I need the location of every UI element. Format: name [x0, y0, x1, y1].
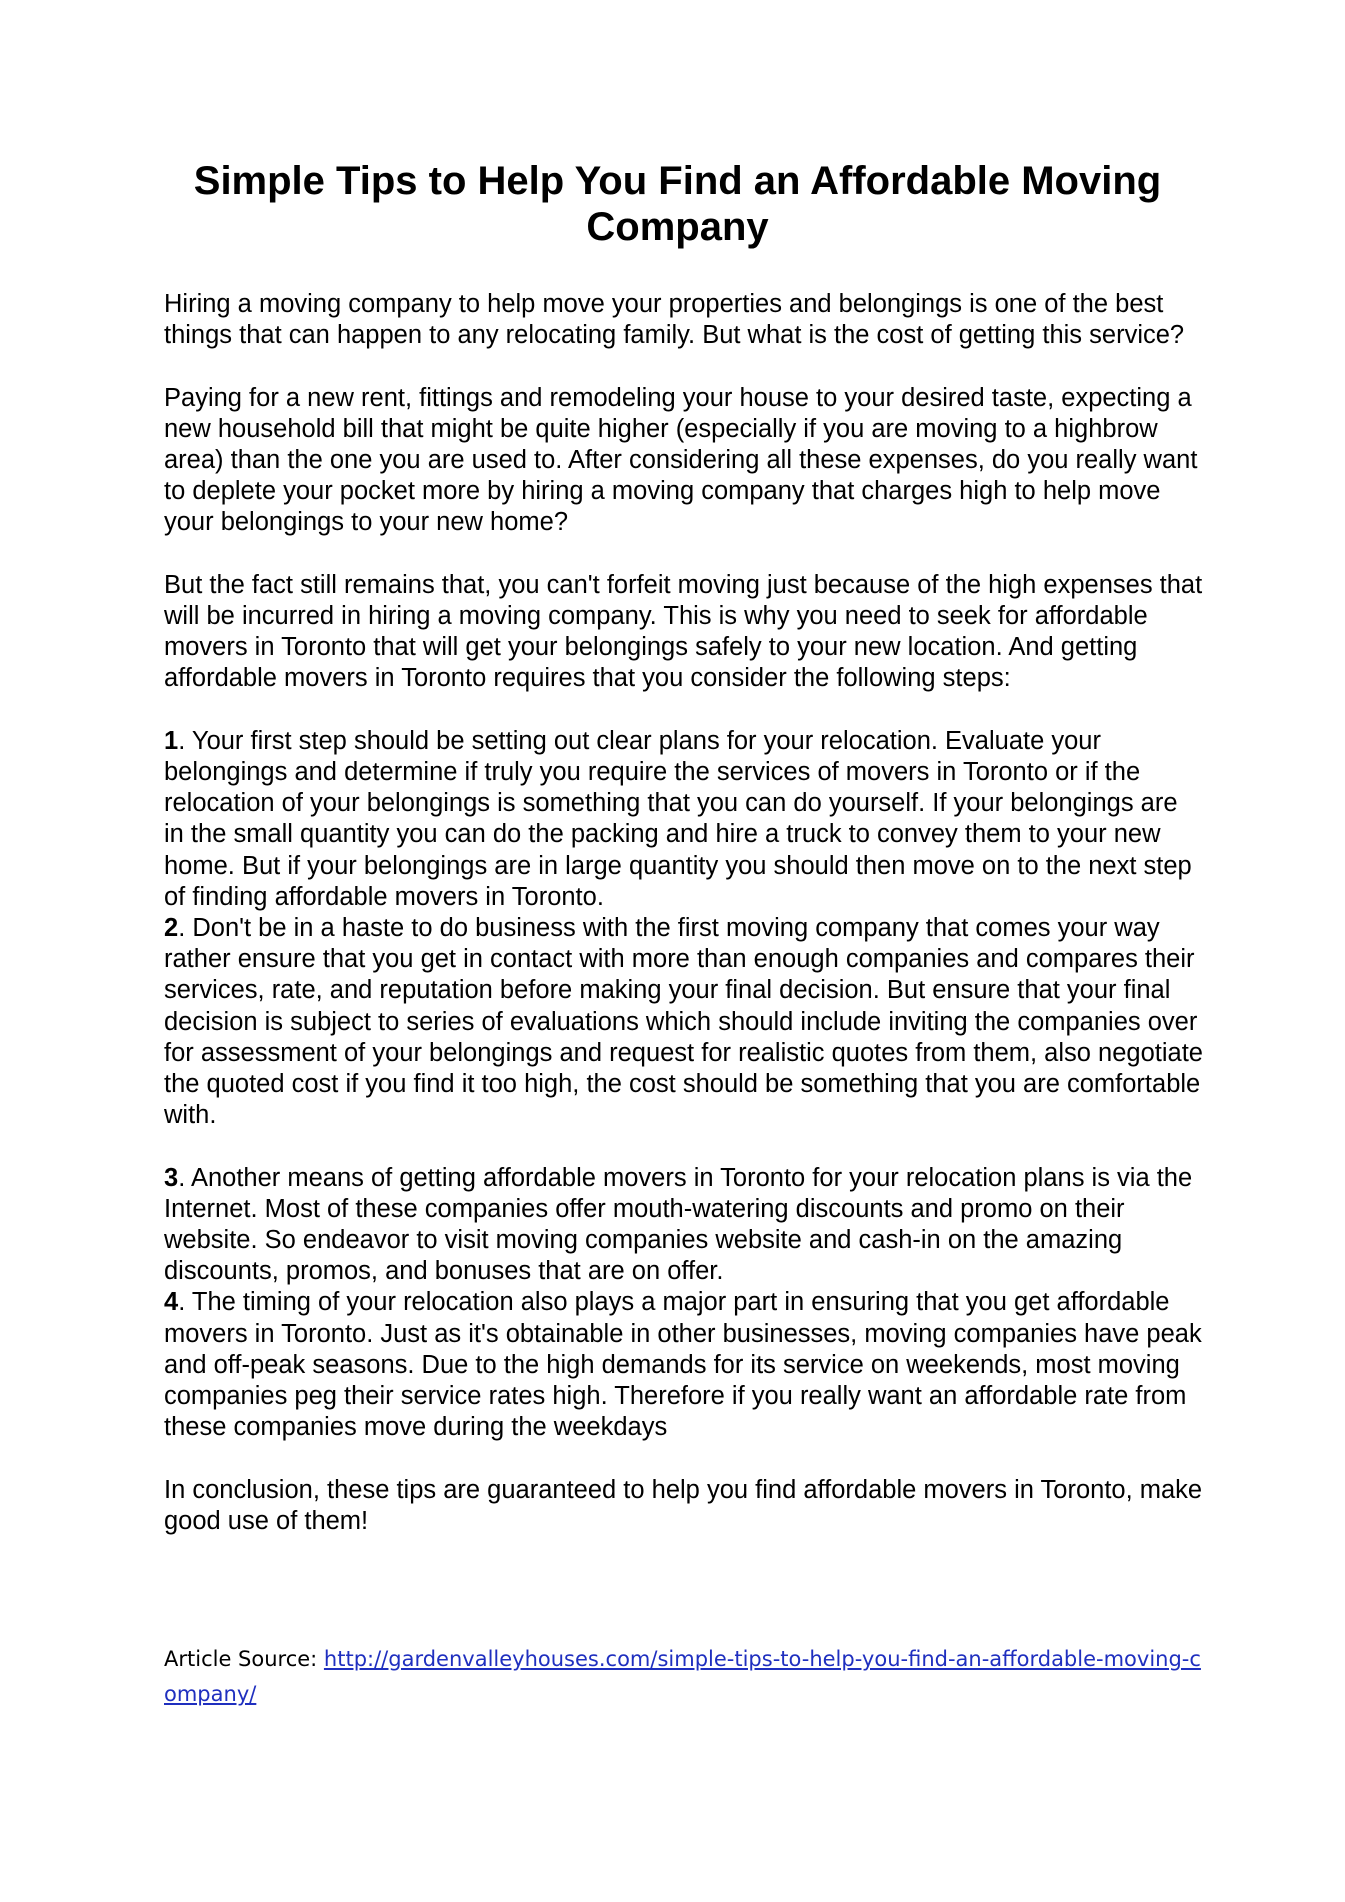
source-link[interactable]: http://gardenvalleyhouses.com/simple-tips-to-help-you-find-an-affordable-moving-company/ [164, 1647, 1201, 1706]
step-text: . Your first step should be setting out clear plans for your relocation. Evaluate your belongings and determine if truly you require the services of movers in Toronto or if the relocation of your belongings is something that you can do yourself. If your belongings are in the small quantity you can do the packing and hire a truck to convey them to your new home. But if your belongings are in large quantity you should then move on to the next step of finding affordable movers in Toronto. [164, 726, 1192, 911]
step-2 [164, 913, 1204, 1131]
source-label: Article Source: [164, 1647, 324, 1671]
step-number: 1 [164, 726, 179, 755]
page-title: Simple Tips to Help You Find an Affordable Moving Company [193, 159, 1162, 249]
step-number: 2 [164, 914, 179, 943]
step-number: 4 [164, 1288, 179, 1317]
conclusion-paragraph: In conclusion, these tips are guaranteed to help you find affordable movers in Toronto, make good use of them! [164, 1475, 1203, 1535]
intro-paragraph: Hiring a moving company to help move your properties and belongings is one of the best things that can happen to any relocating family. But what is the cost of getting this service? [164, 290, 1185, 350]
article-body [164, 289, 1204, 1537]
article-source [164, 1642, 1204, 1712]
step-1 [164, 726, 1204, 913]
intro-paragraph: But the fact still remains that, you can't forfeit moving just because of the high expenses that will be incurred in hiring a moving company. This is why you need to seek for affordable movers in Toronto that will get your belongings safely to your new location. And getting affordable movers in Toronto requires that you consider the following steps: [164, 570, 1203, 693]
step-3 [164, 1163, 1204, 1288]
step-number: 3 [164, 1163, 179, 1192]
step-text: . The timing of your relocation also plays a major part in ensuring that you get affordable movers in Toronto. Just as it's obtainable in other businesses, moving companies have peak and off-peak seasons. Due to the high demands for its service on weekends, most moving companies peg their service rates high. Therefore if you really want an affordable rate from these companies move during the weekdays [164, 1288, 1202, 1442]
step-text: . Another means of getting affordable movers in Toronto for your relocation plans is via the Internet. Most of these companies offer mouth-watering discounts and promo on their website. So endeavor to visit moving companies website and cash-in on the amazing discounts, promos, and bonuses that are on offer. [164, 1163, 1193, 1286]
step-text: . Don't be in a haste to do business with the first moving company that comes your way rather ensure that you get in contact with more than enough companies and compares their services, rate, and reputation before making your final decision. But ensure that your final decision is subject to series of evaluations which should include inviting the companies over for assessment of your belongings and request for realistic quotes from them, also negotiate the quoted cost if you find it too high, the cost should be something that you are comfortable with. [164, 914, 1203, 1130]
step-4 [164, 1287, 1204, 1443]
intro-paragraph: Paying for a new rent, fittings and remodeling your house to your desired taste, expecting a new household bill that might be quite higher (especially if you are moving to a highbrow area) than the one you are used to. After considering all these expenses, do you really want to deplete your pocket more by hiring a moving company that charges high to help move your belongings to your new home? [164, 383, 1198, 537]
